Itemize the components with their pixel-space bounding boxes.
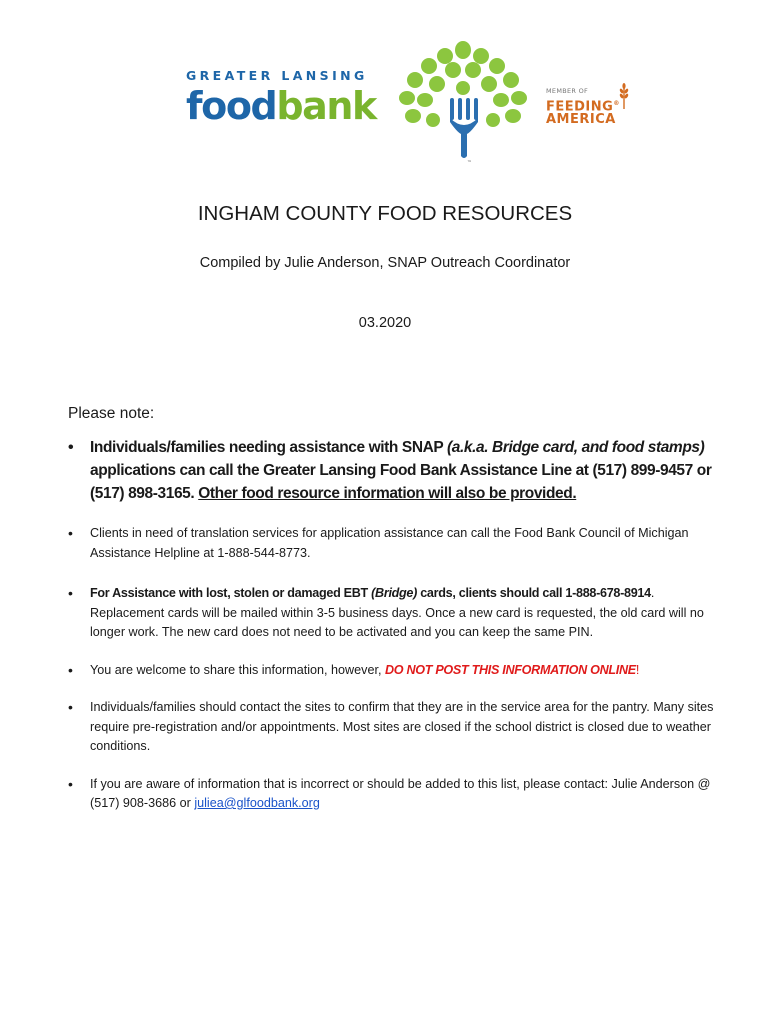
list-item-snap: • Individuals/families needing assistance with SNAP (a.k.a. Bridge card, and food stamps) applications can call the Greater Lansing Food Bank Assistance Line at (517) 899-9457 or (517) 898-3165. Other food resource information will also be provided. [68, 436, 718, 505]
note-label: Please note: [68, 405, 155, 422]
document-date: 03.2020 [358, 315, 412, 331]
logo-word-bank: bank [276, 84, 376, 128]
notes-list [68, 436, 718, 814]
partner-line-1: FEEDING® [546, 99, 620, 115]
header-logos [0, 40, 770, 170]
logo-wordmark [186, 84, 378, 128]
logo-trademark: ™ [467, 160, 472, 165]
registered-mark: ® [613, 100, 620, 107]
compiled-by: Compiled by Julie Anderson, SNAP Outreach Coordinator [199, 255, 571, 271]
partner-line-2: AMERICA [546, 112, 616, 128]
list-item-ebt: • For Assistance with lost, stolen or damaged EBT (Bridge) cards, clients should call 1-888-678-8914. Replacement cards will be mailed within 3-5 business days. Once a new card is requested, the old card will no longer work. The new card does not need to be activated and you can keep the same PIN. [68, 584, 718, 643]
email-link[interactable]: juliea@glfoodbank.org [194, 796, 320, 810]
list-item-translation: • Clients in need of translation services for application assistance can call the Food Bank Council of Michigan Assistance Helpline at 1-888-544-8773. [68, 524, 718, 563]
wheat-icon [618, 83, 630, 109]
tree-fork-icon [393, 40, 533, 165]
foodbank-logo [186, 68, 378, 128]
member-of-label: MEMBER OF [546, 87, 589, 95]
feeding-america-logo [546, 87, 636, 126]
list-item-contact-sites: • Individuals/families should contact the sites to confirm that they are in the service area for the pantry. Many sites require pre-registration and/or appointments. Most sites are closed if the school district is closed due to weather conditions. [68, 698, 718, 757]
logo-org-top: GREATER LANSING [186, 68, 368, 83]
list-item-share: • You are welcome to share this information, however, DO NOT POST THIS INFORMATION ONLINE! [68, 661, 718, 681]
list-item-corrections: • If you are aware of information that is incorrect or should be added to this list, please contact: Julie Anderson @ (517) 908-3686 or juliea@glfoodbank.org [68, 775, 718, 814]
page-title: INGHAM COUNTY FOOD RESOURCES [197, 202, 573, 225]
logo-word-food: food [186, 84, 277, 128]
